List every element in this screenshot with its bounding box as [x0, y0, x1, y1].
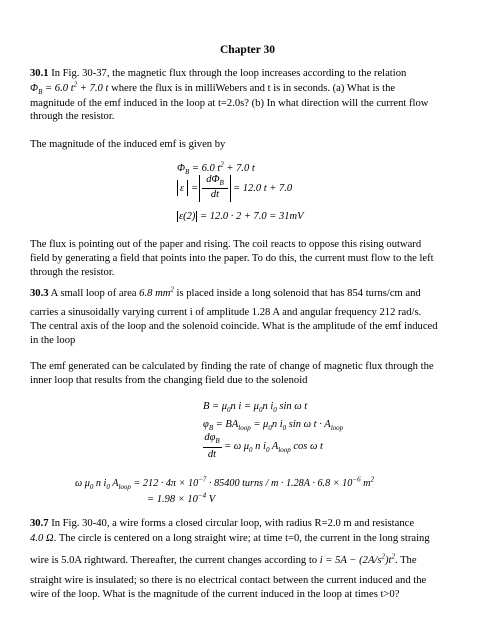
problem-30-3-line4: in the loop	[30, 335, 76, 346]
equation-numeric: ω $\mu_0$ n $i_0$ $A_{loop} = 212 \cdot 4\pi \times 10^{-7} \cdot 85400$ turns / $m \cdot 1.28A \cdot 6.8 \times 10^{-6}$ $m^2$	[75, 475, 374, 492]
problem-30-3-line1: 30.3 A small loop of area 6.8 $mm^2$ is placed inside a long solenoid that has 854 turns/cm and	[30, 285, 421, 299]
current-equation: $i = 5A - (2A/s^2)t^2$	[319, 552, 395, 566]
problem-number-30-7: 30.7	[30, 518, 49, 529]
problem-30-7-line2: 4.0 Ω. The circle is centered on a long straight wire; at time t=0, the current in the long straing	[30, 533, 430, 544]
problem-30-7-line5: wire of the loop. What is the magnitude of the current induced in the loop at times t>0?	[30, 589, 400, 600]
fraction-denominator: dt	[210, 189, 220, 200]
problem-30-7-line4: straight wire is insulated; so there is no electrical contact between the current induced and the	[30, 575, 427, 586]
solution-30-3-line2: inner loop that results from the changing field due to the solenoid	[30, 375, 308, 386]
problem-30-1-line1: 30.1 In Fig. 30-37, the magnetic flux through the loop increases according to the relation	[30, 68, 407, 79]
equation-derivative: = 12.0 t + 7.0	[233, 183, 293, 194]
fraction-numerator: $d\Phi_B$	[206, 174, 224, 188]
solution-30-3-line1: The emf generated can be calculated by finding the rate of change of magnetic flux through the	[30, 361, 434, 372]
equation-flux-loop: $\varphi_B = BA_{loop} = \mu_0n$ $i_0$ sin ω $t \cdot A_{loop}$	[203, 419, 344, 433]
problem-number-30-3: 30.3	[30, 288, 49, 299]
equation-flux: $\Phi_B = 6.0$ $t^2 + 7.0$ t	[177, 160, 255, 177]
problem-30-1-line4: through the resistor.	[30, 111, 115, 122]
equation-emf-amplitude: = ω $\mu_0$ n $i_0$ $A_{loop}$ cos ω t	[224, 441, 323, 455]
problem-30-3-line3: The central axis of the loop and the solenoid coincide. What is the amplitude of the emf induced	[30, 321, 438, 332]
problem-30-3-line2: carries a sinusoidally varying current i of amplitude 1.28 A and angular frequency 212 rad/s.	[30, 307, 422, 318]
fraction-dphi: $d\varphi_B$	[204, 432, 220, 446]
answer-30-1-line3: through the resistor.	[30, 267, 115, 278]
answer-30-1-line2: field by generating a field that points into the paper. To do this, the current must flow to the left	[30, 253, 434, 264]
resistance-value: 4.0 Ω	[30, 533, 54, 544]
chapter-title: Chapter 30	[219, 44, 276, 56]
fraction-line-2	[203, 447, 222, 448]
problem-30-7-line3: wire is 5.0A rightward. Thereafter, the current changes according to $i = 5A - (2A/s^2)t^2$. The	[30, 552, 417, 566]
document-page: Chapter 30 30.1 In Fig. 30-37, the magnetic flux through the loop increases according to the relation $\Phi_B = 6.0$ $t^2 + 7.0$ t where the flux is in milliWebers and t is in seconds. (a) What is the magnitude of the emf induced in the loop at t=2.0s? (b) In what direction will the current flow through the resistor. The magnitude of the induced emf is given by $\Phi_B = 6.0$ $t^2 + 7.0$ t ε = $d\Phi_B$ dt = 12.0 t + 7.0 ε(2) = 12.0 · 2 + 7.0 = 31mV The flux is pointing out of the paper and rising. The coil reacts to oppose this rising outward field by generating a field that points into the paper. To do this, the current must flow to the left through the resistor. 30.3 A small loop of area 6.8 $mm^2$ is placed inside a long solenoid that has 854 turns/cm and carries a sinusoidally varying current i of amplitude 1.28 A and angular frequency 212 rad/s. The central axis of the loop and the solenoid coincide. What is the amplitude of the emf induced in the loop The emf generated can be calculated by finding the rate of change of magnetic flux through the inner loop that results from the changing field due to the solenoid $B = \mu_0n$ $i = \mu_0n$ $i_0$ sin ω t $\varphi_B = BA_{loop} = \mu_0n$ $i_0$ sin ω $t \cdot A_{loop}$ $d\varphi_B$ dt = ω $\mu_0$ n $i_0$ $A_{loop}$ cos ω t ω $\mu_0$ n $i_0$ $A_{loop} = 212 \cdot 4\pi \times 10^{-7} \cdot 85400$ turns / $m \cdot 1.28A \cdot 6.8 \times 10^{-6}$ $m^2$ = $1.98 \times 10^{-4}$ V 30.7 In Fig. 30-40, a wire forms a closed circular loop, with radius R=2.0 m and resistance 4.0 Ω. The circle is centered on a long straight wire; at time t=0, the current in the long straing wire is 5.0A rightward. Thereafter, the current changes according to $i = 5A - (2A/s^2)t^2$. The straight wire is insulated; so there is no electrical contact between the current induced and the wire of the loop. What is the magnitude of the current induced in the loop at times t>0?	[0, 0, 495, 640]
equation-result: = $1.98 \times 10^{-4}$ V	[147, 491, 216, 505]
problem-30-1-line3: magnitude of the emf induced in the loop at t=2.0s? (b) In what direction will the current flow	[30, 98, 429, 109]
problem-30-1-line2: $\Phi_B = 6.0$ $t^2 + 7.0$ t where the flux is in milliWebers and t is in seconds. (a) What is the	[30, 80, 396, 97]
flux-relation: $\Phi_B = 6.0$ $t^2 + 7.0$ t	[30, 80, 109, 97]
problem-30-7-line1: 30.7 In Fig. 30-40, a wire forms a closed circular loop, with radius R=2.0 m and resistance	[30, 518, 415, 529]
problem-number-30-1: 30.1	[30, 68, 49, 79]
solution-30-1-intro: The magnitude of the induced emf is given by	[30, 139, 226, 150]
loop-area: 6.8 $mm^2$	[139, 285, 174, 299]
abs-bar-left	[177, 180, 178, 196]
fraction-dt: dt	[207, 449, 217, 460]
equation-emf-result: ε(2) = 12.0 · 2 + 7.0 = 31mV	[179, 211, 304, 222]
equation-field: $B = \mu_0n$ $i = \mu_0n$ $i_0$ sin ω t	[203, 401, 308, 415]
emf-symbol: ε	[180, 183, 185, 194]
abs-bar-right-2	[230, 175, 231, 202]
abs-bar-right	[187, 180, 188, 196]
answer-30-1-line1: The flux is pointing out of the paper and rising. The coil reacts to oppose this rising outward	[30, 239, 422, 250]
